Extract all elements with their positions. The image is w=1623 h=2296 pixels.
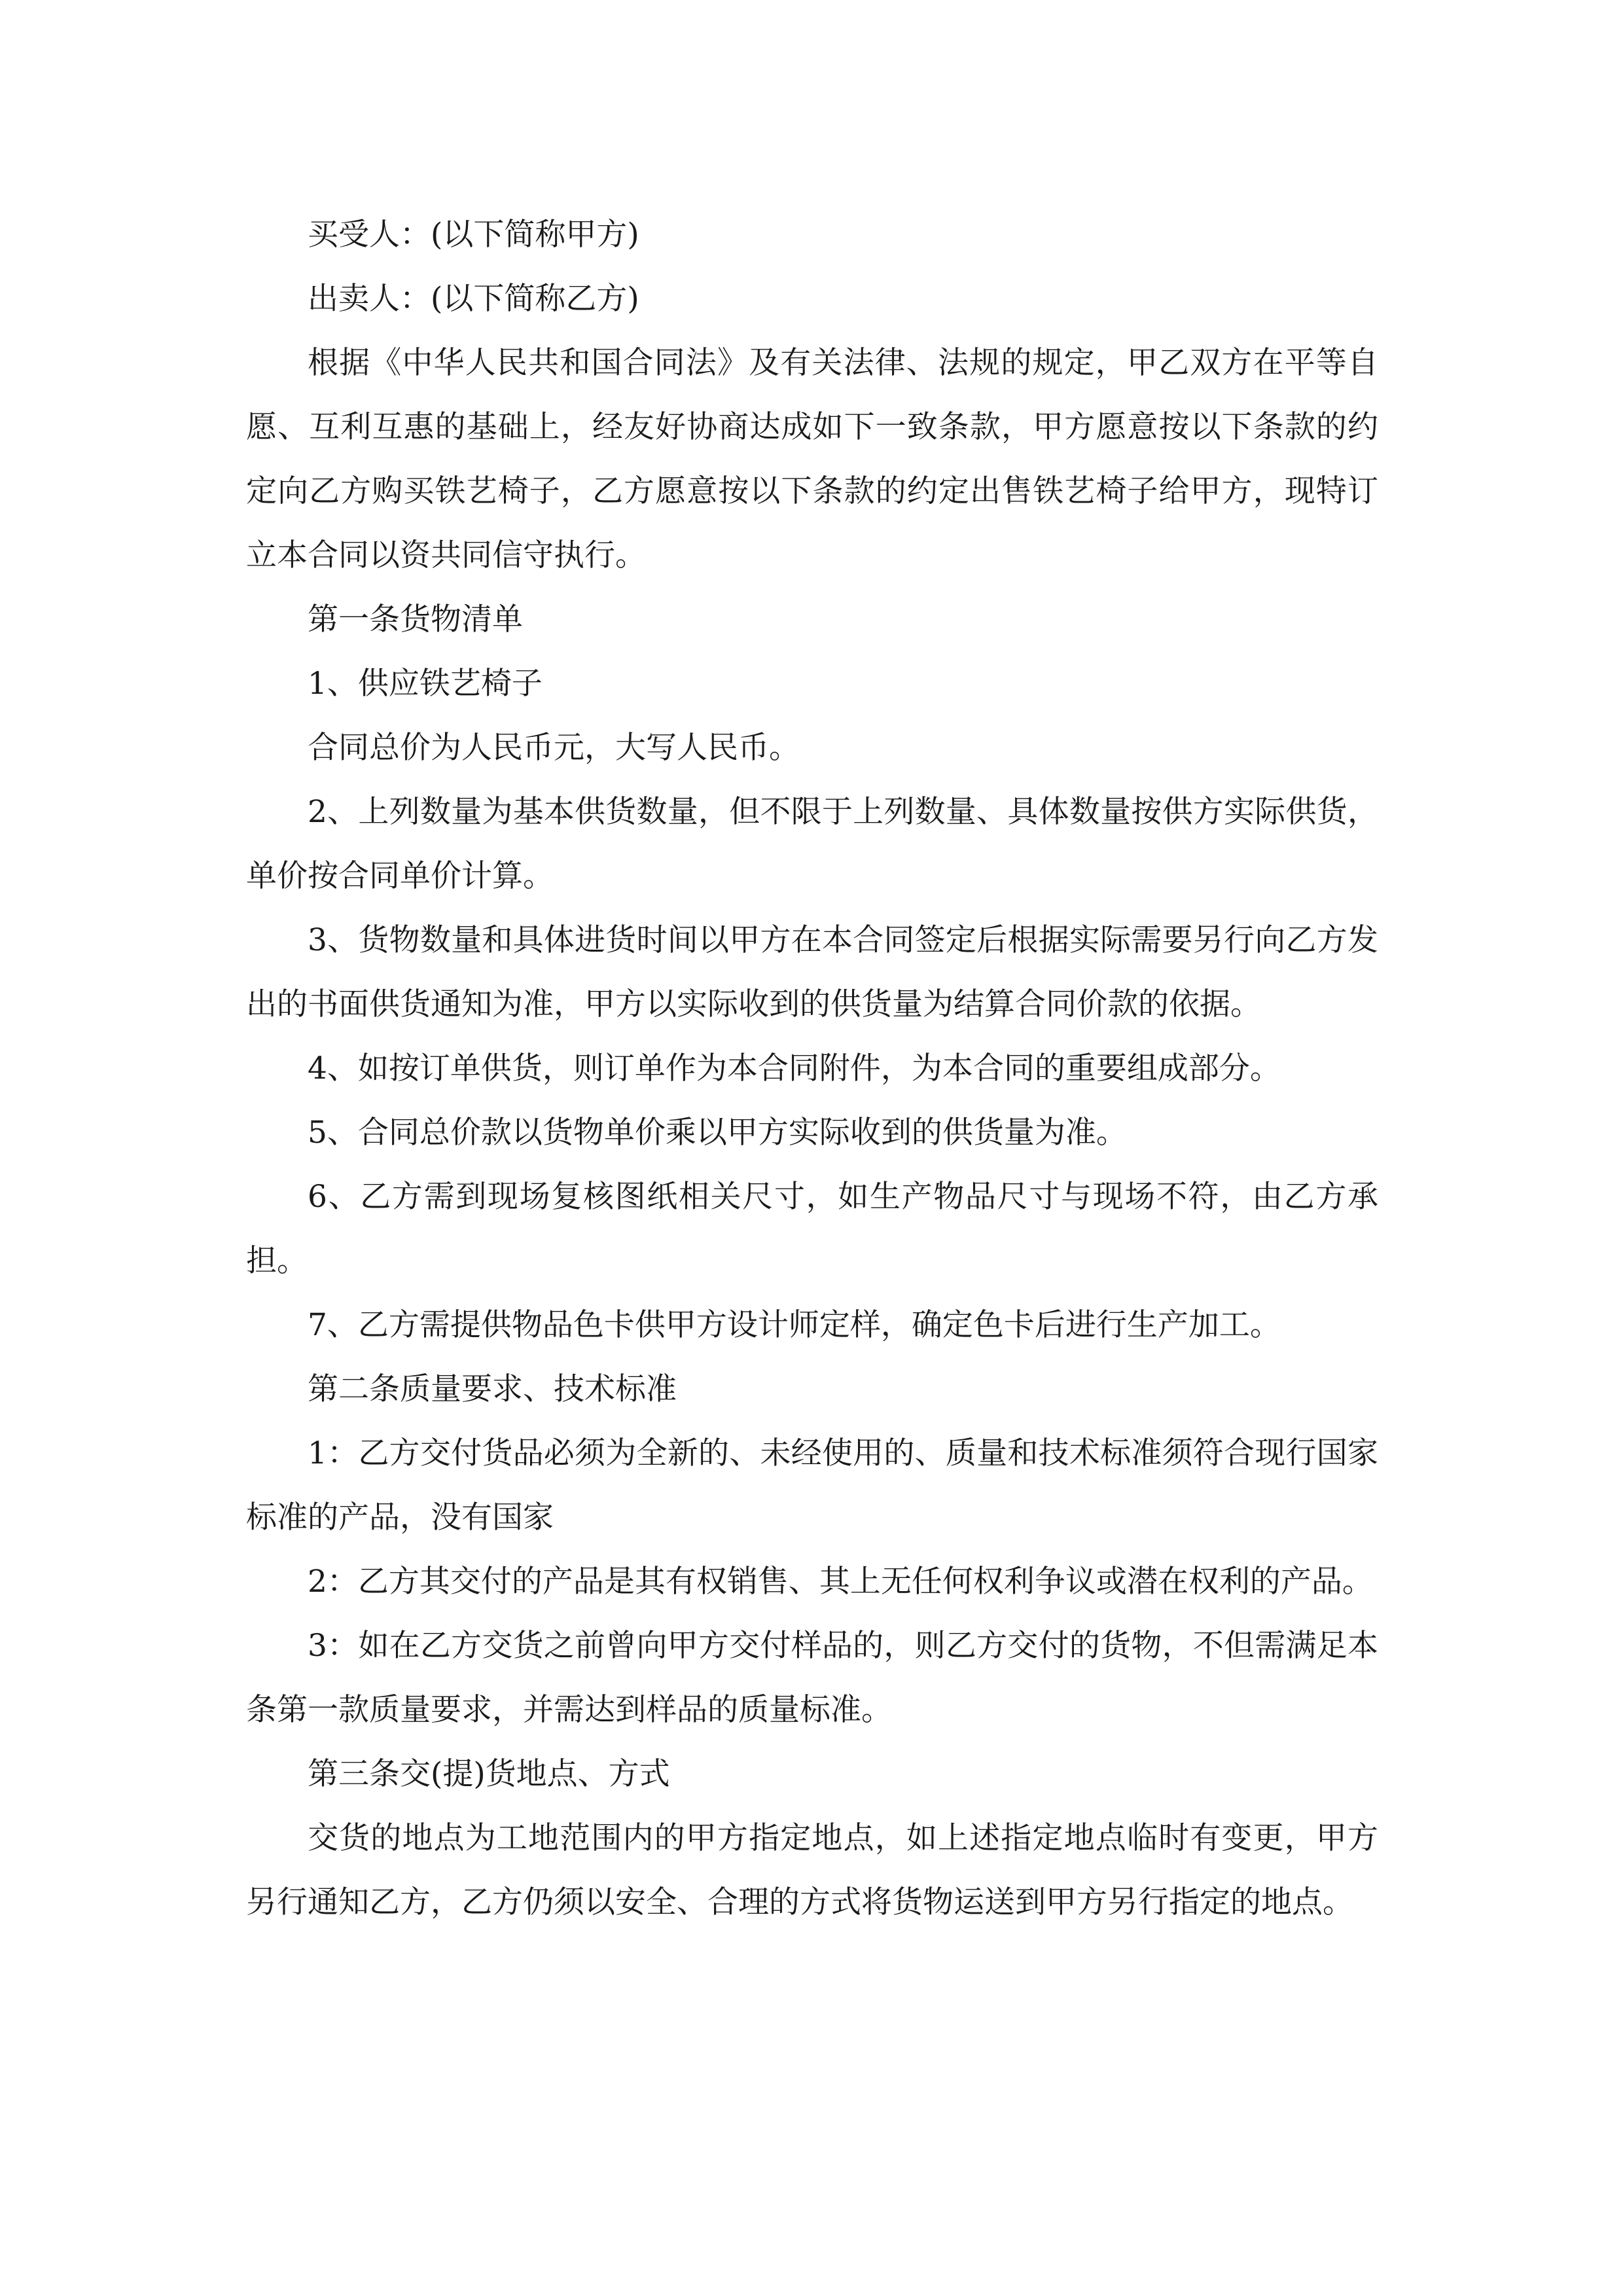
article-1-item-5: 5、合同总价款以货物单价乘以甲方实际收到的供货量为准。 (308, 1115, 1127, 1151)
article-3-paragraph: 交货的地点为工地范围内的甲方指定地点，如上述指定地点临时有变更，甲方另行通知乙方，乙方仍须以安全、合理的方式将货物运送到甲方另行指定的地点。 (246, 1820, 1378, 1920)
article-2-heading: 第二条质量要求、技术标准 (308, 1371, 677, 1407)
article-2-item-3: 3：如在乙方交货之前曾向甲方交付样品的，则乙方交付的货物，不但需满足本条第一款质量要求，并需达到样品的质量标准。 (246, 1628, 1378, 1728)
article-3-heading: 第三条交(提)货地点、方式 (308, 1756, 670, 1792)
article-1-item-4: 4、如按订单供货，则订单作为本合同附件，为本合同的重要组成部分。 (308, 1050, 1281, 1086)
total-price-line: 合同总价为人民币元，大写人民币。 (308, 730, 800, 766)
article-2-item-1: 1：乙方交付货品必须为全新的、未经使用的、质量和技术标准须符合现行国家标准的产品，没有国家 (246, 1435, 1378, 1535)
article-1-item-2: 2、上列数量为基本供货数量，但不限于上列数量、具体数量按供方实际供货，单价按合同单价计算。 (246, 794, 1378, 894)
document-body (246, 203, 1378, 1935)
article-1-item-7: 7、乙方需提供物品色卡供甲方设计师定样，确定色卡后进行生产加工。 (308, 1307, 1281, 1343)
article-1-item-1: 1、供应铁艺椅子 (308, 666, 543, 702)
article-1-heading: 第一条货物清单 (308, 601, 523, 637)
preamble-paragraph: 根据《中华人民共和国合同法》及有关法律、法规的规定，甲乙双方在平等自愿、互利互惠的基础上，经友好协商达成如下一致条款，甲方愿意按以下条款的约定向乙方购买铁艺椅子，乙方愿意按以下条款的约定出售铁艺椅子给甲方，现特订立本合同以资共同信守执行。 (246, 345, 1378, 573)
buyer-line: 买受人：(以下简称甲方) (308, 217, 639, 253)
article-1-item-6: 6、乙方需到现场复核图纸相关尺寸，如生产物品尺寸与现场不符，由乙方承担。 (246, 1179, 1378, 1279)
article-1-item-3: 3、货物数量和具体进货时间以甲方在本合同签定后根据实际需要另行向乙方发出的书面供货通知为准，甲方以实际收到的供货量为结算合同价款的依据。 (246, 922, 1378, 1022)
seller-line: 出卖人：(以下简称乙方) (308, 281, 639, 317)
article-2-item-2: 2：乙方其交付的产品是其有权销售、其上无任何权利争议或潜在权利的产品。 (308, 1564, 1373, 1600)
